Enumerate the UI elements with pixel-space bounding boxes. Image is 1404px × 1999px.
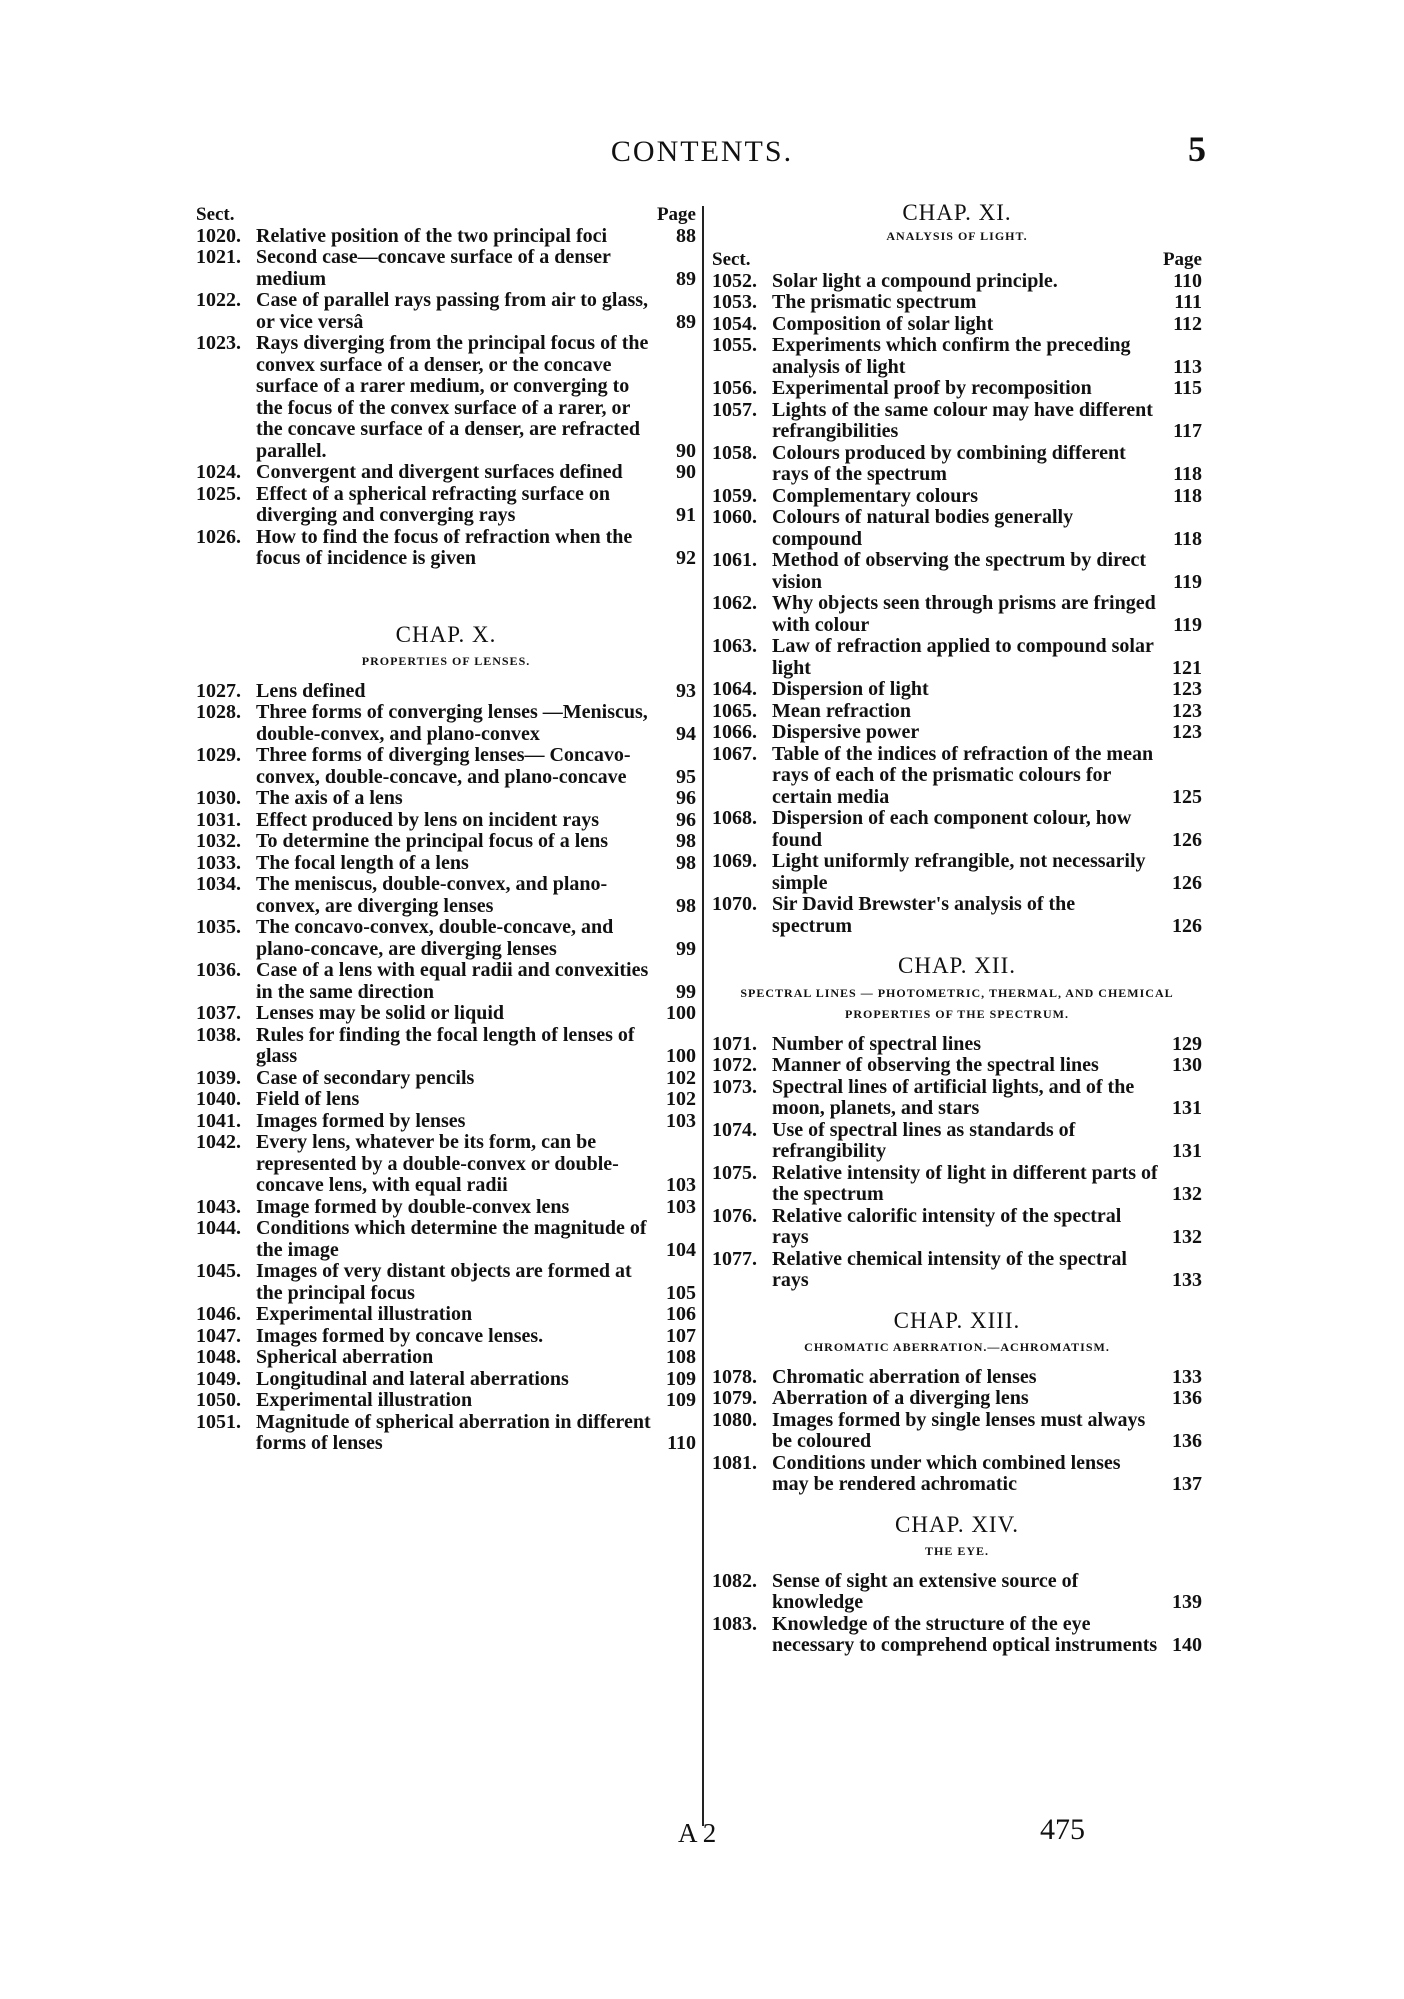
toc-entry — [712, 851, 1202, 894]
page-ref: 88 — [676, 224, 696, 247]
section-number: 1056. — [712, 377, 757, 399]
page-ref: 103 — [666, 1109, 696, 1132]
toc-entry — [196, 1304, 696, 1326]
section-number: 1062. — [712, 592, 757, 614]
page-ref: 136 — [1172, 1430, 1202, 1452]
section-number: 1029. — [196, 744, 241, 766]
toc-entry — [712, 1163, 1202, 1206]
section-number: 1082. — [712, 1569, 757, 1592]
toc-entry — [196, 853, 696, 875]
page-ref: 125 — [1172, 785, 1202, 808]
toc-entry — [712, 722, 1202, 744]
section-title: Dispersive power — [772, 721, 920, 743]
section-title: Rules for finding the focal length of lenses of glass — [256, 1023, 635, 1067]
section-title: Method of observing the spectrum by direct vision — [772, 549, 1147, 593]
section-title: Case of a lens with equal radii and convexities in the same direction — [256, 959, 649, 1003]
section-number: 1042. — [196, 1131, 241, 1153]
page-ref: 132 — [1172, 1226, 1202, 1248]
section-number: 1054. — [712, 312, 757, 335]
toc-entry — [196, 702, 696, 745]
toc-entry — [712, 808, 1202, 851]
section-title: How to find the focus of refraction when the focus of incidence is given — [256, 525, 633, 569]
section-title: Use of spectral lines as standards of refrangibility — [772, 1118, 1076, 1162]
toc-entry — [196, 874, 696, 917]
section-title: Images formed by single lenses must always be coloured — [772, 1408, 1146, 1452]
section-title: Manner of observing the spectral lines — [772, 1054, 1099, 1076]
toc-entry — [196, 1261, 696, 1304]
section-title: Convergent and divergent surfaces defined — [256, 461, 623, 483]
page-ref: 126 — [1172, 914, 1202, 937]
toc-entry — [712, 271, 1202, 293]
section-title: Mean refraction — [772, 699, 912, 722]
section-title: The prismatic spectrum — [772, 291, 977, 313]
section-title: Relative position of the two principal foci — [256, 224, 608, 247]
page-ref: 113 — [1173, 355, 1202, 378]
toc-entry — [196, 960, 696, 1003]
page-ref: 133 — [1172, 1365, 1202, 1388]
toc-entry — [712, 486, 1202, 508]
page-ref: 115 — [1173, 377, 1202, 399]
page-ref: 90 — [676, 461, 696, 483]
section-number: 1057. — [712, 398, 757, 421]
page-ref: 99 — [676, 937, 696, 960]
page-ref: 93 — [676, 679, 696, 702]
section-number: 1060. — [712, 506, 757, 528]
page-ref: 98 — [676, 851, 696, 874]
section-title: Composition of solar light — [772, 312, 994, 335]
page-ref: 104 — [666, 1238, 696, 1261]
page-label: Page — [1162, 249, 1202, 270]
section-title: Number of spectral lines — [772, 1032, 982, 1055]
page-ref: 89 — [676, 267, 696, 290]
section-title: Images formed by concave lenses. — [256, 1324, 544, 1347]
section-number: 1071. — [712, 1032, 757, 1055]
footer-signature: A 2 — [678, 1818, 717, 1848]
section-number: 1066. — [712, 721, 757, 743]
entry-list — [196, 226, 696, 570]
section-number: 1033. — [196, 851, 241, 874]
section-number: 1040. — [196, 1088, 241, 1110]
page-ref: 105 — [666, 1281, 696, 1304]
toc-entry — [712, 1614, 1202, 1657]
toc-entry — [196, 226, 696, 248]
page-ref: 139 — [1172, 1591, 1202, 1613]
section-title: Three forms of converging lenses —Meniscus, double-convex, and plano-convex — [256, 701, 648, 745]
page-ref: 117 — [1173, 420, 1202, 442]
section-number: 1034. — [196, 873, 241, 895]
chapter-heading: CHAP. X. — [395, 621, 497, 647]
toc-entry — [712, 507, 1202, 550]
page-ref: 130 — [1172, 1054, 1202, 1076]
toc-entry — [196, 1369, 696, 1391]
page-number: 5 — [1188, 129, 1206, 169]
toc-entry — [196, 1347, 696, 1369]
chapter-heading: CHAP. XI. — [902, 200, 1012, 225]
page-ref: 95 — [676, 765, 696, 788]
page-ref: 123 — [1172, 699, 1202, 722]
toc-entry — [196, 1025, 696, 1068]
page-ref: 106 — [666, 1303, 696, 1325]
section-title: To determine the principal focus of a lens — [256, 830, 609, 852]
page-ref: 123 — [1172, 721, 1202, 743]
toc-entry — [712, 1077, 1202, 1120]
page-label: Page — [656, 204, 696, 225]
section-title: Conditions which determine the magnitude of the image — [256, 1217, 647, 1261]
section-number: 1024. — [196, 461, 241, 483]
section-title: Complementary colours — [772, 484, 979, 507]
section-title: Rays diverging from the principal focus of the convex surface of a denser, or the concave surface of a rarer medium, or converging to the focus of the convex surface of a rarer, or the concave surface of a denser, are refracted parallel. — [256, 332, 649, 462]
section-number: 1030. — [196, 787, 241, 809]
toc-entry — [196, 1218, 696, 1261]
section-title: Light uniformly refrangible, not necessarily simple — [772, 850, 1146, 894]
toc-entry — [712, 1206, 1202, 1249]
toc-entry — [196, 462, 696, 484]
section-number: 1075. — [712, 1161, 757, 1184]
page-ref: 118 — [1173, 527, 1202, 550]
section-number: 1039. — [196, 1066, 241, 1089]
section-number: 1065. — [712, 699, 757, 722]
toc-entry — [712, 1410, 1202, 1453]
section-number: 1073. — [712, 1075, 757, 1098]
section-number: 1069. — [712, 850, 757, 872]
section-number: 1047. — [196, 1324, 241, 1347]
right-column — [712, 200, 1202, 1657]
section-title: Relative intensity of light in different parts of the spectrum — [772, 1161, 1158, 1205]
page-header-title: CONTENTS. — [610, 135, 794, 168]
page-ref: 96 — [676, 787, 696, 809]
section-number: 1046. — [196, 1303, 241, 1325]
section-title: Dispersion of light — [772, 678, 929, 700]
section-number: 1044. — [196, 1217, 241, 1239]
page-ref: 99 — [676, 980, 696, 1003]
section-number: 1076. — [712, 1204, 757, 1227]
page-ref: 102 — [666, 1088, 696, 1110]
section-number: 1080. — [712, 1408, 757, 1431]
page-ref: 100 — [666, 1045, 696, 1067]
section-title: The concavo-convex, double-concave, and plano-concave, are diverging lenses — [256, 916, 614, 960]
section-title: Images formed by lenses — [256, 1109, 466, 1132]
page-ref: 132 — [1172, 1183, 1202, 1205]
page-ref: 96 — [676, 808, 696, 831]
section-number: 1023. — [196, 332, 241, 354]
section-number: 1064. — [712, 678, 757, 700]
section-title: Relative calorific intensity of the spectral rays — [772, 1204, 1122, 1248]
section-title: The meniscus, double-convex, and plano-convex, are diverging lenses — [256, 873, 608, 917]
page-ref: 103 — [666, 1174, 696, 1196]
entry-list — [712, 271, 1202, 938]
section-title: Images of very distant objects are formed at the principal focus — [256, 1260, 632, 1304]
section-title: Lights of the same colour may have different refrangibilities — [772, 398, 1153, 442]
section-title: Three forms of diverging lenses— Concavo-convex, double-concave, and plano-concave — [256, 744, 631, 788]
toc-entry — [712, 894, 1202, 937]
toc-entry — [196, 681, 696, 703]
page-ref: 89 — [676, 310, 696, 333]
section-title: Lens defined — [256, 679, 366, 702]
section-number: 1059. — [712, 484, 757, 507]
section-number: 1048. — [196, 1346, 241, 1368]
section-title: Solar light a compound principle. — [772, 269, 1058, 292]
toc-entry — [712, 1367, 1202, 1389]
page-ref: 126 — [1172, 871, 1202, 894]
section-title: The focal length of a lens — [256, 851, 469, 874]
toc-entry — [712, 335, 1202, 378]
entry-list — [196, 681, 696, 1455]
page-ref: 110 — [1173, 269, 1202, 292]
section-title: Law of refraction applied to compound solar light — [772, 635, 1154, 679]
page-ref: 109 — [666, 1389, 696, 1411]
toc-entry — [712, 378, 1202, 400]
toc-entry — [712, 292, 1202, 314]
section-number: 1025. — [196, 482, 241, 505]
section-number: 1079. — [712, 1387, 757, 1409]
section-title: Knowledge of the structure of the eye necessary to comprehend optical instruments — [772, 1612, 1158, 1656]
section-number: 1055. — [712, 334, 757, 356]
chapter-heading: CHAP. XIII. — [893, 1307, 1021, 1333]
section-title: Experimental proof by recomposition — [772, 377, 1092, 399]
toc-entry — [712, 1453, 1202, 1496]
page-ref: 126 — [1172, 828, 1202, 851]
page-ref: 111 — [1174, 291, 1202, 313]
section-title: Conditions under which combined lenses may be rendered achromatic — [772, 1451, 1121, 1495]
page-ref: 131 — [1172, 1097, 1202, 1119]
section-number: 1020. — [196, 224, 241, 247]
section-title: Aberration of a diverging lens — [772, 1387, 1029, 1409]
page-ref: 109 — [666, 1367, 696, 1390]
column-header — [196, 204, 696, 226]
section-title: Sense of sight an extensive source of knowledge — [772, 1569, 1079, 1613]
section-number: 1078. — [712, 1365, 757, 1388]
toc-entry — [196, 1390, 696, 1412]
section-number: 1061. — [712, 549, 757, 571]
page-ref: 140 — [1172, 1634, 1202, 1656]
page-ref: 121 — [1172, 656, 1202, 679]
section-number: 1081. — [712, 1451, 757, 1474]
toc-entry — [712, 679, 1202, 701]
page-ref: 123 — [1172, 678, 1202, 700]
column-divider — [702, 206, 704, 1826]
section-title: Second case—concave surface of a denser medium — [256, 246, 611, 290]
toc-entry — [196, 1197, 696, 1219]
column-header — [712, 249, 1202, 271]
toc-entry — [712, 701, 1202, 723]
section-title: Spectral lines of artificial lights, and of the moon, planets, and stars — [772, 1075, 1135, 1119]
section-number: 1038. — [196, 1023, 241, 1046]
section-number: 1028. — [196, 701, 241, 723]
page-ref: 137 — [1172, 1473, 1202, 1495]
section-number: 1074. — [712, 1118, 757, 1141]
section-title: Chromatic aberration of lenses — [772, 1365, 1037, 1388]
page-ref: 90 — [676, 439, 696, 462]
page-ref: 119 — [1173, 570, 1202, 593]
page-ref: 129 — [1172, 1032, 1202, 1055]
section-title: Spherical aberration — [256, 1346, 434, 1368]
section-number: 1026. — [196, 525, 241, 548]
page-ref: 112 — [1173, 312, 1202, 335]
chapter-heading: CHAP. XIV. — [895, 1511, 1019, 1537]
toc-entry — [196, 1326, 696, 1348]
toc-entry — [712, 744, 1202, 809]
toc-entry — [196, 1132, 696, 1197]
section-title: Why objects seen through prisms are fringed with colour — [772, 592, 1156, 636]
footer-number: 475 — [1040, 1813, 1085, 1846]
section-number: 1035. — [196, 916, 241, 938]
toc-entry — [196, 527, 696, 570]
toc-entry — [196, 917, 696, 960]
section-title: Case of secondary pencils — [256, 1066, 475, 1089]
page-ref: 133 — [1172, 1269, 1202, 1291]
section-number: 1045. — [196, 1260, 241, 1282]
section-title: Experiments which confirm the preceding analysis of light — [772, 334, 1131, 378]
section-title: Sir David Brewster's analysis of the spectrum — [772, 893, 1076, 937]
toc-entry — [196, 1003, 696, 1025]
entry-list — [712, 1367, 1202, 1496]
page-ref: 107 — [666, 1324, 696, 1347]
toc-entry — [712, 1034, 1202, 1056]
section-number: 1043. — [196, 1195, 241, 1218]
chapter-heading: CHAP. XII. — [898, 953, 1016, 978]
section-title: Magnitude of spherical aberration in different forms of lenses — [256, 1410, 651, 1454]
section-number: 1050. — [196, 1389, 241, 1411]
page-ref: 118 — [1173, 463, 1202, 485]
toc-entry — [196, 1089, 696, 1111]
section-number: 1027. — [196, 679, 241, 702]
toc-entry — [712, 443, 1202, 486]
section-title: Effect produced by lens on incident rays — [256, 808, 599, 831]
section-title: Lenses may be solid or liquid — [256, 1002, 505, 1024]
toc-entry — [196, 333, 696, 462]
section-title: Image formed by double-convex lens — [256, 1195, 570, 1218]
chapter-subtitle: THE EYE. — [924, 1544, 989, 1558]
page-ref: 102 — [666, 1066, 696, 1089]
section-title: Every lens, whatever be its form, can be represented by a double-convex or double-concave lens, with equal radii — [256, 1131, 619, 1196]
toc-entry — [712, 1120, 1202, 1163]
section-title: Colours of natural bodies generally compound — [772, 506, 1074, 550]
sect-label: Sect. — [196, 204, 235, 225]
chapter-subtitle: CHROMATIC ABERRATION.—ACHROMATISM. — [804, 1340, 1110, 1354]
section-number: 1051. — [196, 1410, 241, 1433]
chapter-subtitle: PROPERTIES OF LENSES. — [361, 654, 531, 668]
section-number: 1022. — [196, 289, 241, 311]
entry-list — [712, 1034, 1202, 1292]
page-ref: 136 — [1172, 1387, 1202, 1409]
section-title: Colours produced by combining different rays of the spectrum — [772, 441, 1126, 485]
section-number: 1072. — [712, 1054, 757, 1076]
left-column — [196, 204, 696, 1455]
page-ref: 103 — [666, 1195, 696, 1218]
section-number: 1077. — [712, 1247, 757, 1270]
entry-list — [712, 1571, 1202, 1657]
page-ref: 118 — [1173, 484, 1202, 507]
section-number: 1052. — [712, 269, 757, 292]
toc-entry — [196, 290, 696, 333]
toc-entry — [196, 810, 696, 832]
chapter-subtitle: ANALYSIS OF LIGHT. — [886, 228, 1028, 243]
section-title: Experimental illustration — [256, 1389, 473, 1411]
page-ref: 94 — [676, 722, 696, 745]
page-ref: 98 — [676, 894, 696, 917]
page-ref: 92 — [676, 547, 696, 569]
page-ref: 110 — [667, 1432, 696, 1454]
toc-entry — [712, 1055, 1202, 1077]
toc-entry — [712, 1388, 1202, 1410]
section-title: The axis of a lens — [256, 787, 403, 809]
toc-entry — [712, 314, 1202, 336]
toc-entry — [196, 745, 696, 788]
sect-label: Sect. — [712, 249, 751, 270]
section-title: Relative chemical intensity of the spectral rays — [772, 1247, 1127, 1291]
section-number: 1067. — [712, 742, 757, 765]
section-title: Case of parallel rays passing from air to glass, or vice versâ — [256, 289, 649, 333]
section-number: 1053. — [712, 291, 757, 313]
toc-entry — [712, 550, 1202, 593]
toc-entry — [196, 1412, 696, 1455]
section-number: 1063. — [712, 635, 757, 657]
section-title: Effect of a spherical refracting surface on diverging and converging rays — [256, 482, 610, 526]
page-ref: 98 — [676, 830, 696, 852]
page-ref: 119 — [1173, 613, 1202, 636]
toc-entry — [196, 788, 696, 810]
toc-entry — [196, 831, 696, 853]
section-number: 1083. — [712, 1612, 757, 1635]
toc-entry — [196, 484, 696, 527]
section-title: Field of lens — [256, 1088, 360, 1110]
section-number: 1058. — [712, 441, 757, 464]
toc-entry — [712, 400, 1202, 443]
chapter-subtitle: SPECTRAL LINES — PHOTOMETRIC, THERMAL, AND CHEMICAL PROPERTIES OF THE SPECTRUM. — [740, 985, 1174, 1021]
toc-entry — [712, 1249, 1202, 1292]
section-title: Dispersion of each component colour, how found — [772, 807, 1132, 851]
toc-entry — [196, 1111, 696, 1133]
page-ref: 91 — [676, 504, 696, 526]
toc-entry — [712, 593, 1202, 636]
section-number: 1021. — [196, 246, 241, 268]
page-ref: 108 — [666, 1346, 696, 1368]
section-number: 1031. — [196, 808, 241, 831]
page-ref: 131 — [1172, 1140, 1202, 1162]
section-number: 1036. — [196, 959, 241, 981]
toc-entry — [712, 636, 1202, 679]
section-number: 1041. — [196, 1109, 241, 1132]
section-number: 1068. — [712, 807, 757, 829]
section-number: 1049. — [196, 1367, 241, 1390]
toc-entry — [712, 1571, 1202, 1614]
page-ref: 100 — [666, 1002, 696, 1024]
section-title: Table of the indices of refraction of the mean rays of each of the prismatic colours for certain media — [772, 742, 1154, 808]
toc-entry — [196, 247, 696, 290]
section-number: 1037. — [196, 1002, 241, 1024]
section-title: Longitudinal and lateral aberrations — [256, 1367, 569, 1390]
section-number: 1032. — [196, 830, 241, 852]
section-number: 1070. — [712, 893, 757, 915]
toc-entry — [196, 1068, 696, 1090]
section-title: Experimental illustration — [256, 1303, 473, 1325]
